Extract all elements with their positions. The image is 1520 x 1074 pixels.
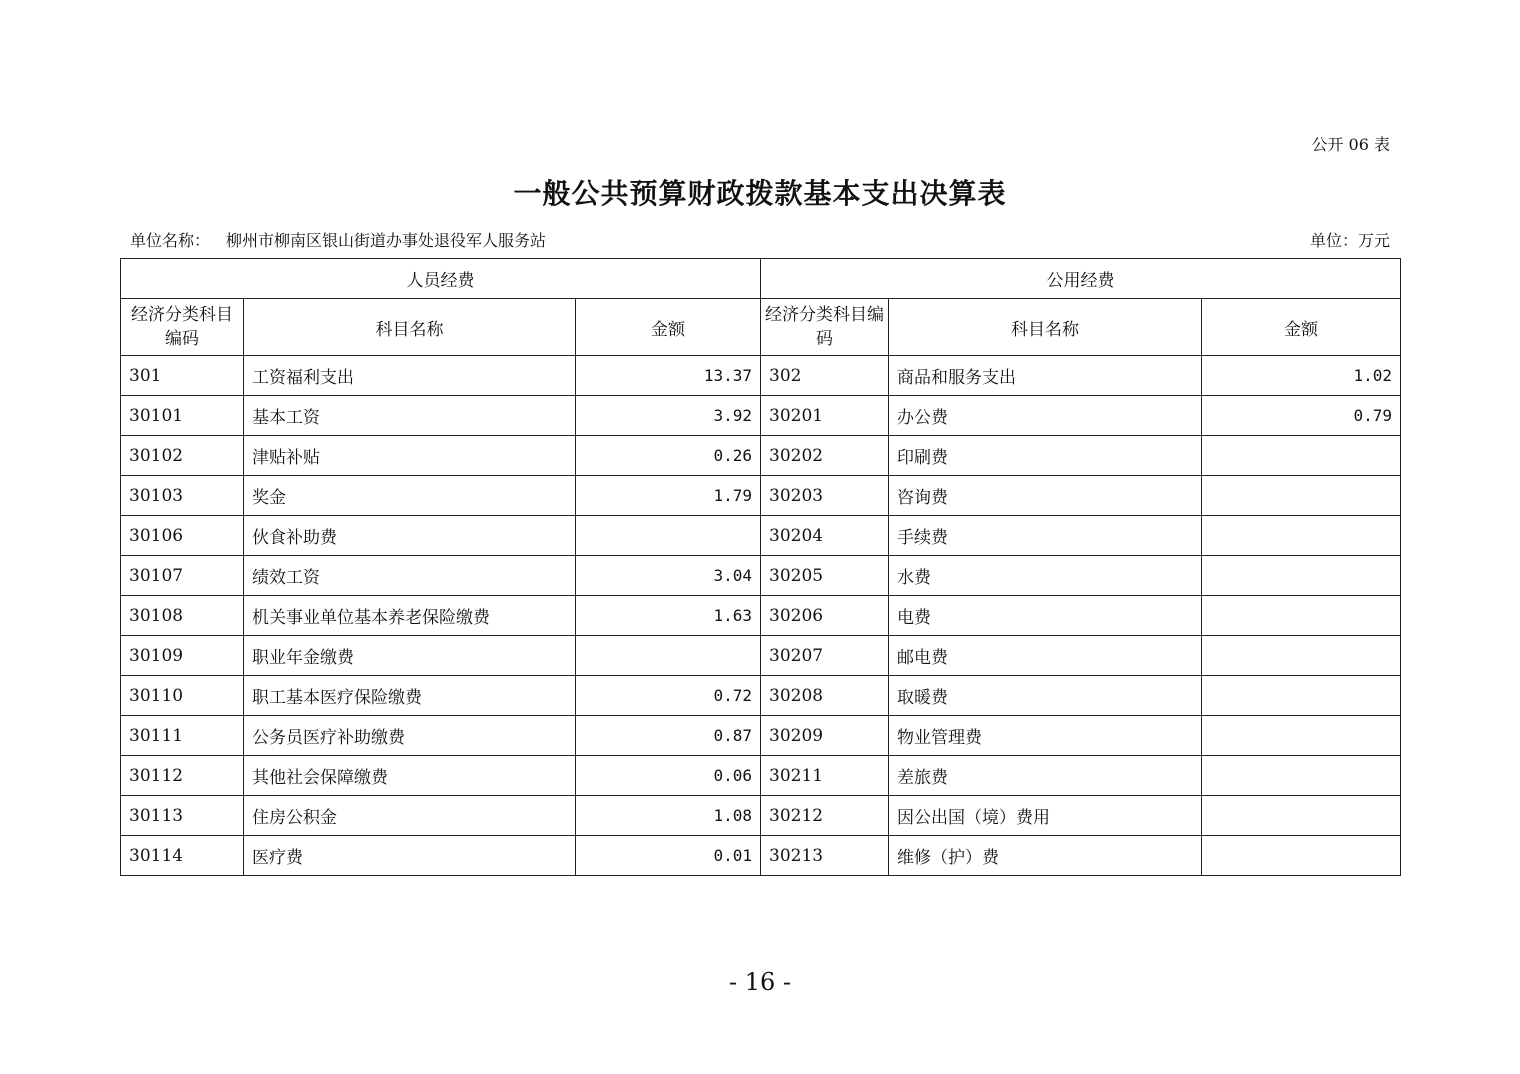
personnel-amount-cell: 1.79 bbox=[576, 476, 761, 516]
public-code-header: 经济分类科目编码 bbox=[761, 299, 889, 356]
personnel-amount-cell: 0.01 bbox=[576, 836, 761, 876]
public-name-header: 科目名称 bbox=[889, 299, 1202, 356]
personnel-name-cell: 基本工资 bbox=[244, 396, 576, 436]
personnel-code-cell: 30112 bbox=[121, 756, 244, 796]
public-name-cell: 印刷费 bbox=[889, 436, 1202, 476]
personnel-code-cell: 30113 bbox=[121, 796, 244, 836]
personnel-name-cell: 津贴补贴 bbox=[244, 436, 576, 476]
personnel-name-cell: 其他社会保障缴费 bbox=[244, 756, 576, 796]
currency-unit: 单位：万元 bbox=[1309, 231, 1390, 250]
personnel-amount-cell: 1.63 bbox=[576, 596, 761, 636]
table-body bbox=[121, 356, 1401, 876]
table-row bbox=[121, 396, 1401, 436]
public-amount-cell: 0.79 bbox=[1202, 396, 1401, 436]
group-header-row bbox=[121, 259, 1401, 299]
personnel-code-cell: 30102 bbox=[121, 436, 244, 476]
public-code-cell: 30206 bbox=[761, 596, 889, 636]
public-code-cell: 30201 bbox=[761, 396, 889, 436]
personnel-name-cell: 职工基本医疗保险缴费 bbox=[244, 676, 576, 716]
personnel-name-cell: 伙食补助费 bbox=[244, 516, 576, 556]
personnel-code-cell: 30107 bbox=[121, 556, 244, 596]
public-code-cell: 30211 bbox=[761, 756, 889, 796]
table-row bbox=[121, 796, 1401, 836]
public-name-cell: 维修（护）费 bbox=[889, 836, 1202, 876]
personnel-name-cell: 机关事业单位基本养老保险缴费 bbox=[244, 596, 576, 636]
personnel-name-cell: 公务员医疗补助缴费 bbox=[244, 716, 576, 756]
public-amount-cell bbox=[1202, 476, 1401, 516]
personnel-header: 人员经费 bbox=[121, 259, 761, 299]
public-name-cell: 办公费 bbox=[889, 396, 1202, 436]
public-name-cell: 取暖费 bbox=[889, 676, 1202, 716]
table-row bbox=[121, 716, 1401, 756]
public-amount-cell bbox=[1202, 716, 1401, 756]
personnel-code-cell: 30106 bbox=[121, 516, 244, 556]
personnel-amount-cell bbox=[576, 636, 761, 676]
unit-name-block bbox=[130, 228, 546, 251]
budget-table bbox=[120, 258, 1401, 876]
public-code-cell: 30213 bbox=[761, 836, 889, 876]
public-code-cell: 30203 bbox=[761, 476, 889, 516]
table-row bbox=[121, 476, 1401, 516]
public-header: 公用经费 bbox=[761, 259, 1401, 299]
public-amount-cell bbox=[1202, 636, 1401, 676]
public-amount-cell bbox=[1202, 836, 1401, 876]
personnel-amount-header: 金额 bbox=[576, 299, 761, 356]
unit-name-label: 单位名称： bbox=[130, 231, 211, 250]
table-row bbox=[121, 596, 1401, 636]
public-name-cell: 商品和服务支出 bbox=[889, 356, 1202, 396]
personnel-amount-cell: 1.08 bbox=[576, 796, 761, 836]
personnel-name-cell: 奖金 bbox=[244, 476, 576, 516]
personnel-name-cell: 绩效工资 bbox=[244, 556, 576, 596]
table-row bbox=[121, 356, 1401, 396]
public-code-cell: 30207 bbox=[761, 636, 889, 676]
public-name-cell: 咨询费 bbox=[889, 476, 1202, 516]
personnel-amount-cell: 0.26 bbox=[576, 436, 761, 476]
personnel-code-cell: 30101 bbox=[121, 396, 244, 436]
table-row bbox=[121, 756, 1401, 796]
table-row bbox=[121, 836, 1401, 876]
personnel-code-cell: 30114 bbox=[121, 836, 244, 876]
personnel-code-header: 经济分类科目编码 bbox=[121, 299, 244, 356]
public-amount-header: 金额 bbox=[1202, 299, 1401, 356]
public-name-cell: 水费 bbox=[889, 556, 1202, 596]
personnel-name-header: 科目名称 bbox=[244, 299, 576, 356]
public-code-cell: 30208 bbox=[761, 676, 889, 716]
personnel-code-cell: 30111 bbox=[121, 716, 244, 756]
personnel-amount-cell bbox=[576, 516, 761, 556]
personnel-code-cell: 30109 bbox=[121, 636, 244, 676]
public-amount-cell bbox=[1202, 556, 1401, 596]
table-row bbox=[121, 636, 1401, 676]
public-name-cell: 物业管理费 bbox=[889, 716, 1202, 756]
personnel-amount-cell: 3.04 bbox=[576, 556, 761, 596]
public-name-cell: 差旅费 bbox=[889, 756, 1202, 796]
public-code-cell: 30212 bbox=[761, 796, 889, 836]
personnel-amount-cell: 3.92 bbox=[576, 396, 761, 436]
personnel-code-cell: 30108 bbox=[121, 596, 244, 636]
public-code-cell: 302 bbox=[761, 356, 889, 396]
personnel-amount-cell: 0.72 bbox=[576, 676, 761, 716]
public-amount-cell bbox=[1202, 796, 1401, 836]
public-code-cell: 30209 bbox=[761, 716, 889, 756]
public-code-cell: 30204 bbox=[761, 516, 889, 556]
public-name-cell: 电费 bbox=[889, 596, 1202, 636]
personnel-name-cell: 职业年金缴费 bbox=[244, 636, 576, 676]
unit-name-value: 柳州市柳南区银山街道办事处退役军人服务站 bbox=[226, 231, 547, 250]
personnel-code-cell: 301 bbox=[121, 356, 244, 396]
table-row bbox=[121, 436, 1401, 476]
public-amount-cell bbox=[1202, 596, 1401, 636]
table-row bbox=[121, 676, 1401, 716]
public-amount-cell bbox=[1202, 516, 1401, 556]
form-code: 公开 06 表 bbox=[1311, 135, 1390, 154]
public-amount-cell bbox=[1202, 676, 1401, 716]
public-name-cell: 手续费 bbox=[889, 516, 1202, 556]
public-amount-cell: 1.02 bbox=[1202, 356, 1401, 396]
public-code-cell: 30205 bbox=[761, 556, 889, 596]
page-title: 一般公共预算财政拨款基本支出决算表 bbox=[513, 177, 1007, 210]
personnel-amount-cell: 13.37 bbox=[576, 356, 761, 396]
page-number: - 16 - bbox=[728, 968, 791, 996]
public-name-cell: 邮电费 bbox=[889, 636, 1202, 676]
personnel-name-cell: 住房公积金 bbox=[244, 796, 576, 836]
table-row bbox=[121, 516, 1401, 556]
public-amount-cell bbox=[1202, 436, 1401, 476]
personnel-amount-cell: 0.06 bbox=[576, 756, 761, 796]
personnel-code-cell: 30103 bbox=[121, 476, 244, 516]
column-header-row bbox=[121, 299, 1401, 356]
public-name-cell: 因公出国（境）费用 bbox=[889, 796, 1202, 836]
table-row bbox=[121, 556, 1401, 596]
public-amount-cell bbox=[1202, 756, 1401, 796]
personnel-name-cell: 工资福利支出 bbox=[244, 356, 576, 396]
personnel-amount-cell: 0.87 bbox=[576, 716, 761, 756]
public-code-cell: 30202 bbox=[761, 436, 889, 476]
personnel-code-cell: 30110 bbox=[121, 676, 244, 716]
personnel-name-cell: 医疗费 bbox=[244, 836, 576, 876]
